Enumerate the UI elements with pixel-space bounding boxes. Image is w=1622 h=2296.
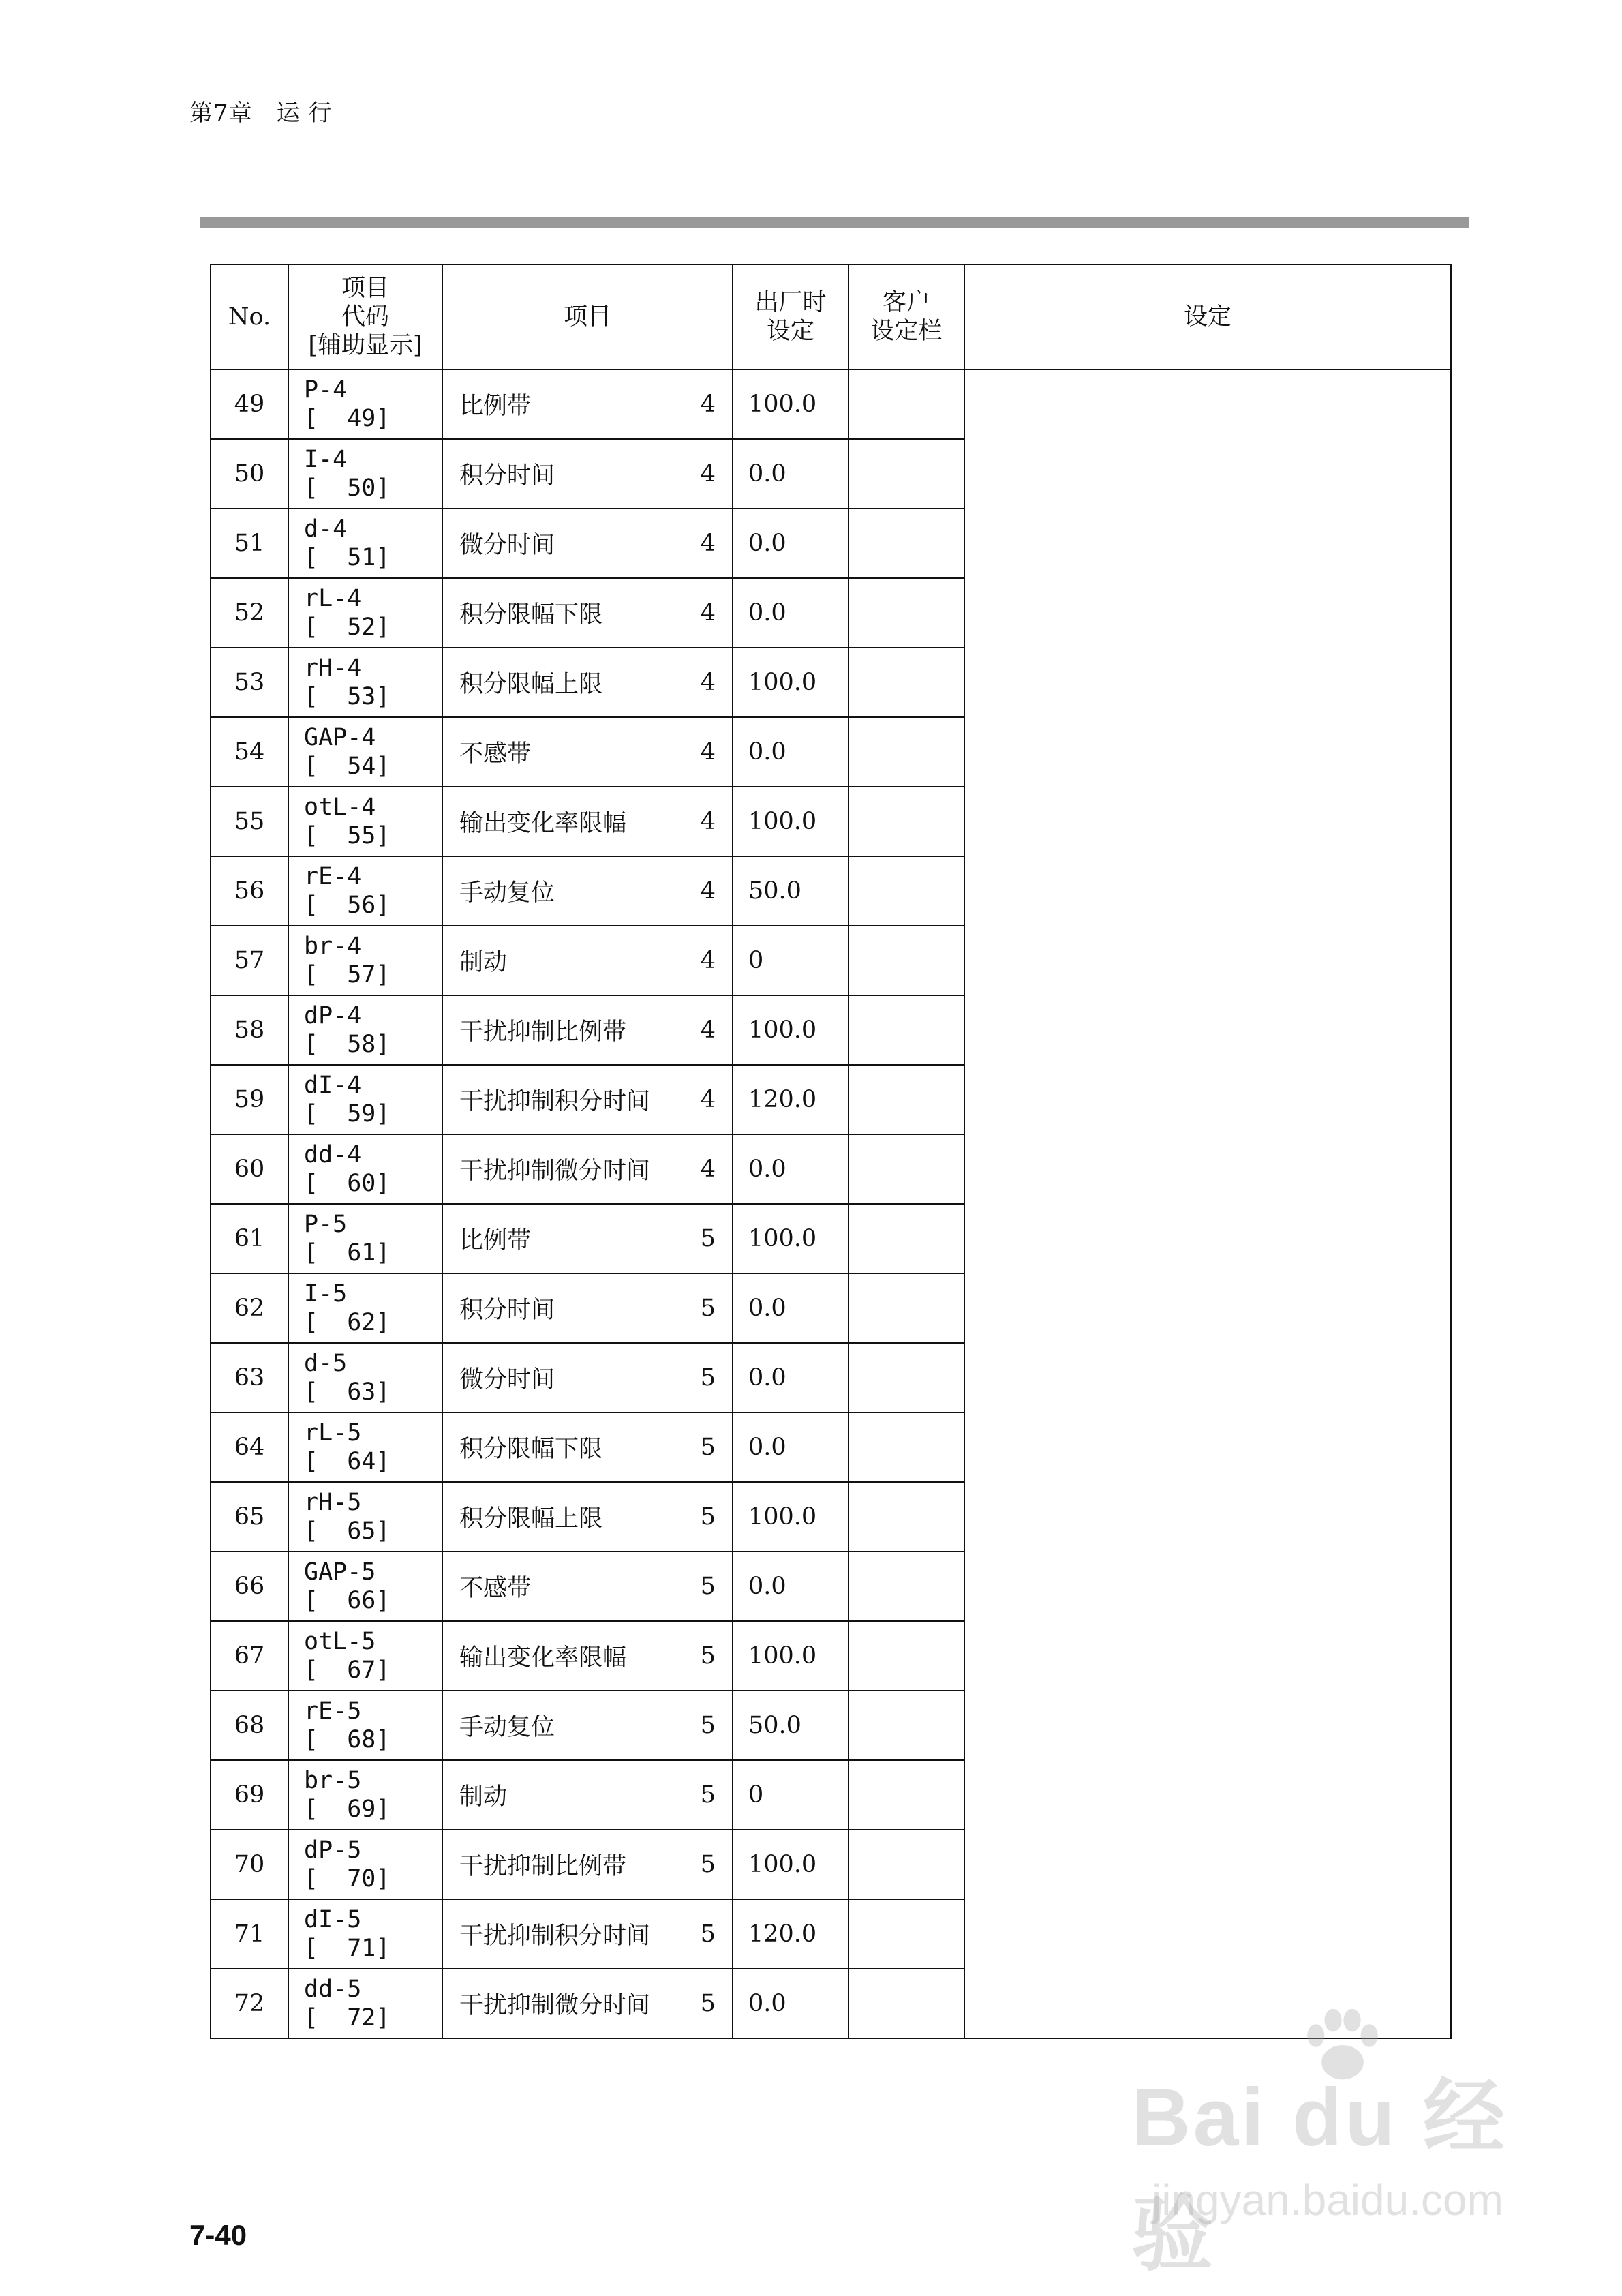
row-code-main: otL-5 — [304, 1628, 376, 1655]
row-item — [442, 1760, 733, 1830]
row-code-main: dP-4 — [304, 1002, 362, 1029]
row-group: 4 — [700, 877, 716, 905]
row-item — [442, 578, 733, 648]
row-item — [442, 1134, 733, 1204]
row-code-aux: [ 63] — [304, 1378, 391, 1406]
row-item — [442, 926, 733, 995]
row-code-aux: [ 52] — [304, 614, 391, 641]
row-customer-setting — [848, 439, 964, 509]
row-customer-setting — [848, 1552, 964, 1621]
row-code-main: I-5 — [304, 1280, 348, 1308]
header-customer-line2: 设定栏 — [870, 318, 943, 345]
row-code — [288, 439, 442, 509]
row-group: 5 — [700, 1712, 716, 1739]
row-factory-setting: 100.0 — [733, 787, 848, 856]
row-group: 5 — [700, 1920, 716, 1948]
row-no: 54 — [211, 717, 288, 787]
row-customer-setting — [848, 1134, 964, 1204]
row-code — [288, 1969, 442, 2038]
row-item — [442, 1552, 733, 1621]
row-customer-setting — [848, 1760, 964, 1830]
row-customer-setting — [848, 1413, 964, 1482]
row-item — [442, 1413, 733, 1482]
row-item — [442, 717, 733, 787]
row-customer-setting — [848, 1830, 964, 1899]
row-factory-setting: 0.0 — [733, 1134, 848, 1204]
row-item — [442, 1065, 733, 1134]
row-code-main: dd-4 — [304, 1141, 362, 1168]
row-code — [288, 926, 442, 995]
row-item — [442, 439, 733, 509]
row-item — [442, 648, 733, 717]
row-customer-setting — [848, 1621, 964, 1691]
row-group: 5 — [700, 1434, 716, 1461]
row-code-main: dI-5 — [304, 1906, 362, 1933]
row-item-label: 积分限幅下限 — [459, 601, 603, 629]
row-item — [442, 1204, 733, 1273]
row-factory-setting: 120.0 — [733, 1899, 848, 1969]
row-group: 4 — [700, 460, 716, 487]
row-no: 50 — [211, 439, 288, 509]
row-group: 5 — [700, 1851, 716, 1878]
row-group: 4 — [700, 808, 716, 835]
row-factory-setting: 50.0 — [733, 856, 848, 926]
row-code-aux: [ 61] — [304, 1239, 391, 1267]
row-factory-setting: 100.0 — [733, 995, 848, 1065]
row-code-main: GAP-4 — [304, 724, 376, 751]
row-factory-setting: 0.0 — [733, 509, 848, 578]
row-code-main: rE-4 — [304, 863, 362, 890]
header-factory-line2: 设定 — [766, 318, 814, 345]
row-no: 49 — [211, 369, 288, 439]
row-code-main: I-4 — [304, 446, 348, 473]
row-code-aux: [ 69] — [304, 1796, 391, 1823]
row-code-aux: [ 72] — [304, 2004, 391, 2031]
row-customer-setting — [848, 648, 964, 717]
header-setting: 设定 — [964, 265, 1451, 369]
row-item — [442, 1343, 733, 1413]
row-group: 5 — [700, 1990, 716, 2017]
row-customer-setting — [848, 369, 964, 439]
row-customer-setting — [848, 787, 964, 856]
row-item-label: 微分时间 — [459, 1366, 555, 1393]
header-customer-line1: 客户 — [882, 289, 930, 316]
row-code-aux: [ 57] — [304, 961, 391, 988]
row-code — [288, 717, 442, 787]
row-code-aux: [ 59] — [304, 1100, 391, 1128]
header-code-line3: [辅助显示] — [308, 332, 423, 359]
row-no: 51 — [211, 509, 288, 578]
row-item — [442, 787, 733, 856]
header-rule — [200, 217, 1469, 228]
row-code — [288, 1134, 442, 1204]
row-code-aux: [ 66] — [304, 1587, 391, 1614]
row-code-aux: [ 65] — [304, 1517, 391, 1545]
row-customer-setting — [848, 1204, 964, 1273]
row-code-main: otL-4 — [304, 794, 376, 821]
row-item-label: 输出变化率限幅 — [459, 1644, 627, 1672]
row-no: 56 — [211, 856, 288, 926]
row-group: 5 — [700, 1503, 716, 1530]
row-code-aux: [ 53] — [304, 683, 391, 710]
row-item-label: 制动 — [459, 949, 508, 976]
row-item-label: 干扰抑制微分时间 — [459, 1992, 651, 2019]
row-item-label: 积分限幅下限 — [459, 1436, 603, 1463]
row-customer-setting — [848, 1691, 964, 1760]
row-no: 59 — [211, 1065, 288, 1134]
row-group: 4 — [700, 1086, 716, 1113]
row-group: 4 — [700, 391, 716, 418]
row-group: 5 — [700, 1781, 716, 1809]
row-item — [442, 1899, 733, 1969]
row-code-aux: [ 62] — [304, 1309, 391, 1336]
row-item-label: 不感带 — [459, 1575, 532, 1602]
header-item: 项目 — [442, 265, 733, 369]
row-no: 72 — [211, 1969, 288, 2038]
row-customer-setting — [848, 856, 964, 926]
row-code-aux: [ 49] — [304, 405, 391, 432]
row-code — [288, 995, 442, 1065]
header-no: No. — [211, 265, 288, 369]
row-customer-setting — [848, 509, 964, 578]
row-no: 69 — [211, 1760, 288, 1830]
row-code-main: br-4 — [304, 933, 362, 960]
header-factory — [733, 265, 848, 369]
row-group: 4 — [700, 599, 716, 626]
header-code — [288, 265, 442, 369]
row-item — [442, 1969, 733, 2038]
row-code-aux: [ 68] — [304, 1726, 391, 1753]
row-no: 64 — [211, 1413, 288, 1482]
row-customer-setting — [848, 926, 964, 995]
row-code — [288, 1065, 442, 1134]
chapter-heading: 第7章 运 行 — [189, 100, 333, 127]
row-code-main: rL-4 — [304, 585, 362, 612]
row-code-aux: [ 58] — [304, 1031, 391, 1058]
row-no: 60 — [211, 1134, 288, 1204]
row-item — [442, 369, 733, 439]
row-customer-setting — [848, 1899, 964, 1969]
row-no: 62 — [211, 1273, 288, 1343]
row-factory-setting: 100.0 — [733, 1830, 848, 1899]
row-code — [288, 1482, 442, 1552]
row-code-main: br-5 — [304, 1767, 362, 1794]
row-code — [288, 1552, 442, 1621]
row-factory-setting: 100.0 — [733, 1621, 848, 1691]
row-customer-setting — [848, 995, 964, 1065]
row-item-label: 比例带 — [459, 1227, 532, 1254]
row-code-main: P-4 — [304, 376, 348, 404]
row-factory-setting: 0.0 — [733, 1343, 848, 1413]
setting-column — [964, 369, 1451, 2038]
row-item-label: 积分限幅上限 — [459, 1505, 603, 1532]
row-factory-setting: 0.0 — [733, 1413, 848, 1482]
row-code-main: d-4 — [304, 515, 348, 543]
row-factory-setting: 100.0 — [733, 1204, 848, 1273]
row-factory-setting: 0.0 — [733, 578, 848, 648]
row-code-aux: [ 64] — [304, 1448, 391, 1475]
row-code — [288, 1760, 442, 1830]
row-item — [442, 1273, 733, 1343]
row-code — [288, 509, 442, 578]
row-no: 63 — [211, 1343, 288, 1413]
row-no: 68 — [211, 1691, 288, 1760]
row-code-aux: [ 70] — [304, 1865, 391, 1892]
row-code-main: dd-5 — [304, 1976, 362, 2003]
row-code-main: rL-5 — [304, 1419, 362, 1447]
row-item-label: 积分时间 — [459, 1297, 555, 1324]
row-item — [442, 1830, 733, 1899]
row-code — [288, 1413, 442, 1482]
row-item-label: 比例带 — [459, 393, 532, 420]
row-factory-setting: 0.0 — [733, 717, 848, 787]
row-customer-setting — [848, 1482, 964, 1552]
row-code-main: P-5 — [304, 1211, 348, 1238]
row-group: 4 — [700, 1016, 716, 1044]
header-code-line1: 项目 — [341, 275, 389, 302]
row-no: 65 — [211, 1482, 288, 1552]
row-code — [288, 369, 442, 439]
row-item-label: 输出变化率限幅 — [459, 810, 627, 837]
row-code-aux: [ 51] — [304, 544, 391, 571]
row-code-aux: [ 54] — [304, 753, 391, 780]
row-item-label: 积分时间 — [459, 462, 555, 489]
row-factory-setting: 0.0 — [733, 1273, 848, 1343]
row-item — [442, 1691, 733, 1760]
row-no: 61 — [211, 1204, 288, 1273]
table-header-row — [211, 265, 1451, 369]
row-code-main: rH-4 — [304, 654, 362, 682]
row-no: 55 — [211, 787, 288, 856]
row-no: 67 — [211, 1621, 288, 1691]
row-customer-setting — [848, 1343, 964, 1413]
row-code — [288, 648, 442, 717]
row-item-label: 干扰抑制比例带 — [459, 1853, 627, 1880]
row-no: 71 — [211, 1899, 288, 1969]
row-code-aux: [ 60] — [304, 1170, 391, 1197]
watermark-logo: Bai du 经验 — [1131, 2072, 1508, 2280]
row-item-label: 干扰抑制微分时间 — [459, 1158, 651, 1185]
row-item-label: 手动复位 — [459, 1714, 555, 1741]
row-item-label: 微分时间 — [459, 532, 555, 559]
row-code-aux: [ 55] — [304, 822, 391, 849]
row-code — [288, 1204, 442, 1273]
row-group: 4 — [700, 738, 716, 766]
row-group: 4 — [700, 669, 716, 696]
row-item-label: 不感带 — [459, 740, 532, 768]
header-code-line2: 代码 — [341, 303, 389, 331]
row-factory-setting: 0 — [733, 1760, 848, 1830]
row-no: 70 — [211, 1830, 288, 1899]
header-factory-line1: 出厂时 — [754, 289, 827, 316]
row-code-aux: [ 56] — [304, 892, 391, 919]
row-group: 5 — [700, 1642, 716, 1670]
row-code-main: dP-5 — [304, 1837, 362, 1864]
row-customer-setting — [848, 1065, 964, 1134]
row-item-label: 制动 — [459, 1783, 508, 1811]
row-code — [288, 1621, 442, 1691]
header-customer — [848, 265, 964, 369]
row-factory-setting: 50.0 — [733, 1691, 848, 1760]
row-customer-setting — [848, 1969, 964, 2038]
row-code — [288, 1691, 442, 1760]
row-no: 52 — [211, 578, 288, 648]
row-code-aux: [ 67] — [304, 1657, 391, 1684]
row-factory-setting: 120.0 — [733, 1065, 848, 1134]
row-no: 66 — [211, 1552, 288, 1621]
row-code-aux: [ 71] — [304, 1935, 391, 1962]
row-customer-setting — [848, 1273, 964, 1343]
row-item — [442, 1621, 733, 1691]
page-number: 7-40 — [189, 2219, 247, 2251]
row-group: 4 — [700, 947, 716, 974]
row-no: 53 — [211, 648, 288, 717]
row-factory-setting: 0.0 — [733, 1552, 848, 1621]
row-code — [288, 856, 442, 926]
row-group: 5 — [700, 1573, 716, 1600]
row-code — [288, 1830, 442, 1899]
row-code-aux: [ 50] — [304, 474, 391, 502]
row-factory-setting: 0.0 — [733, 439, 848, 509]
row-no: 58 — [211, 995, 288, 1065]
row-factory-setting: 100.0 — [733, 369, 848, 439]
row-code-main: dI-4 — [304, 1072, 362, 1099]
row-customer-setting — [848, 717, 964, 787]
row-code — [288, 1899, 442, 1969]
row-item-label: 手动复位 — [459, 879, 555, 907]
row-code — [288, 1273, 442, 1343]
row-group: 4 — [700, 1155, 716, 1183]
row-item-label: 干扰抑制比例带 — [459, 1018, 627, 1046]
row-group: 5 — [700, 1364, 716, 1391]
row-factory-setting: 0.0 — [733, 1969, 848, 2038]
row-factory-setting: 100.0 — [733, 1482, 848, 1552]
row-customer-setting — [848, 578, 964, 648]
row-item — [442, 995, 733, 1065]
watermark-url: jingyan.baidu.com — [1152, 2175, 1503, 2224]
row-item — [442, 856, 733, 926]
row-group: 4 — [700, 530, 716, 557]
row-item-label: 积分限幅上限 — [459, 671, 603, 698]
row-code-main: rE-5 — [304, 1697, 362, 1725]
row-item — [442, 1482, 733, 1552]
row-item-label: 干扰抑制积分时间 — [459, 1088, 651, 1115]
row-group: 5 — [700, 1295, 716, 1322]
table-row — [211, 369, 1451, 439]
row-code-main: rH-5 — [304, 1489, 362, 1516]
row-factory-setting: 100.0 — [733, 648, 848, 717]
row-group: 5 — [700, 1225, 716, 1252]
row-factory-setting: 0 — [733, 926, 848, 995]
row-code — [288, 787, 442, 856]
parameter-table — [210, 264, 1452, 2039]
row-no: 57 — [211, 926, 288, 995]
row-code — [288, 1343, 442, 1413]
row-code-main: GAP-5 — [304, 1558, 376, 1586]
row-item-label: 干扰抑制积分时间 — [459, 1922, 651, 1950]
row-code — [288, 578, 442, 648]
row-code-main: d-5 — [304, 1350, 348, 1377]
watermark — [1131, 2052, 1540, 2280]
row-item — [442, 509, 733, 578]
